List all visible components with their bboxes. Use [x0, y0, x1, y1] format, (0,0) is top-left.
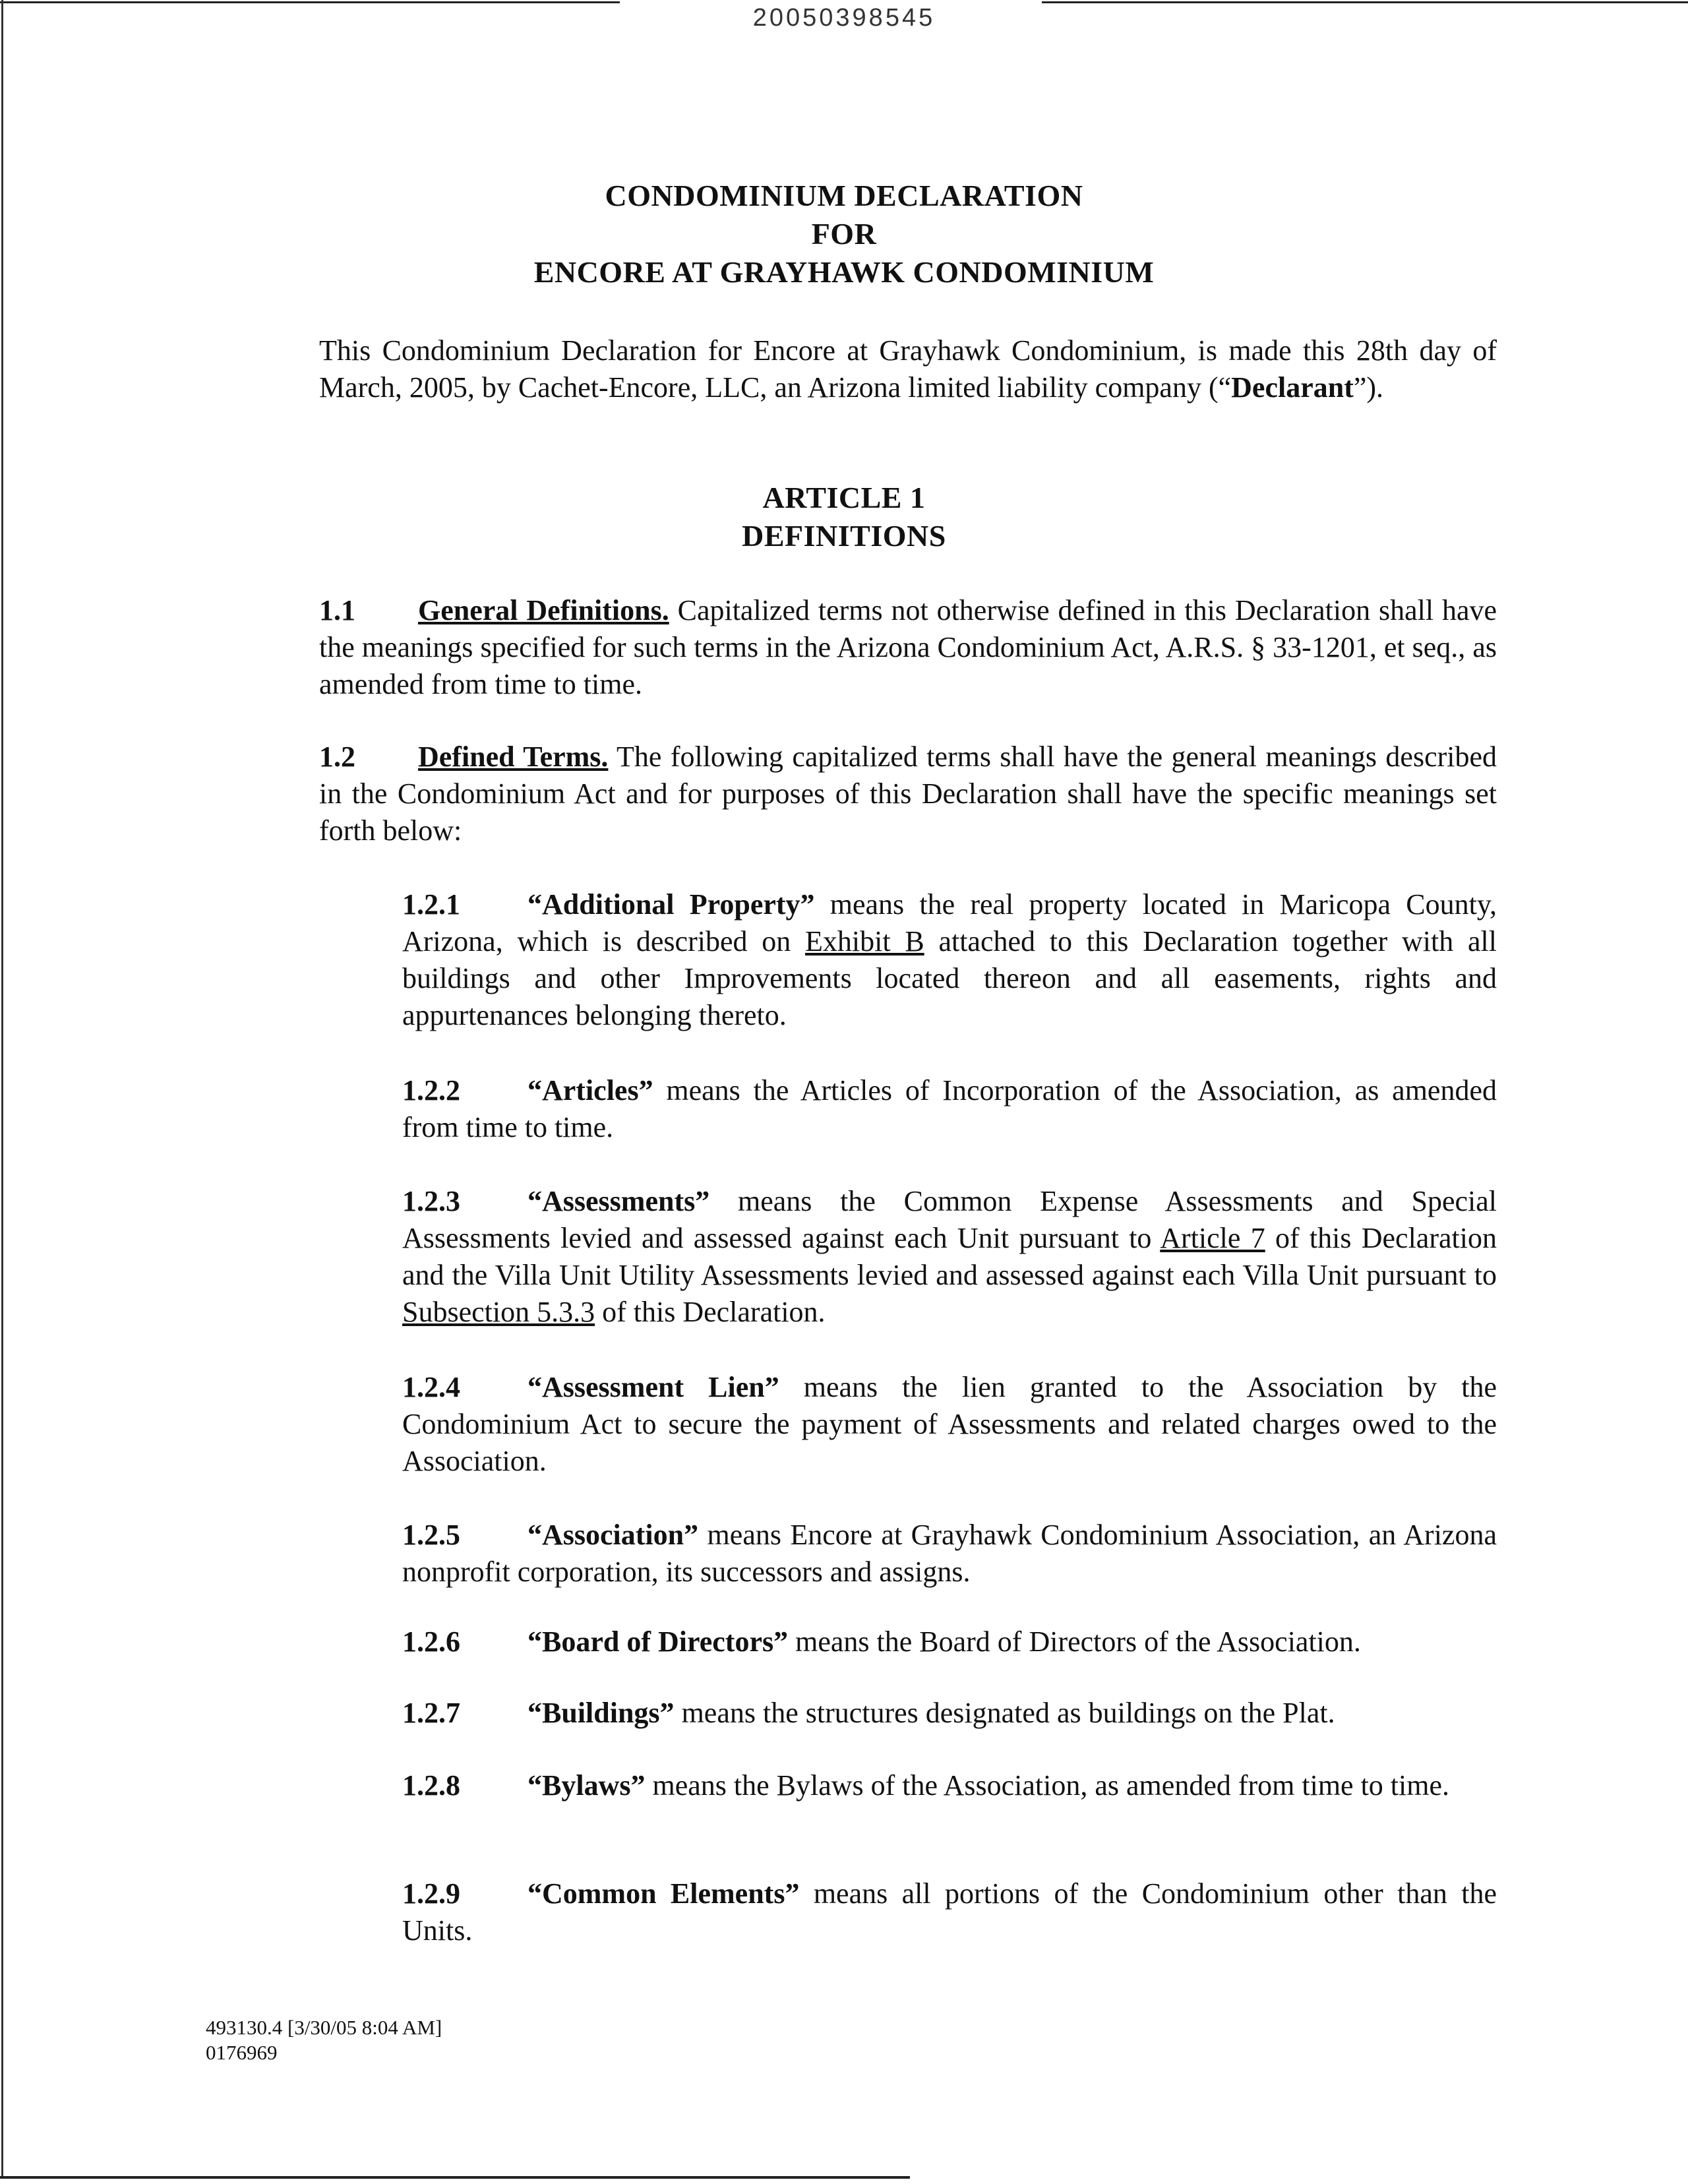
footer-file-number: 0176969 — [206, 2041, 278, 2064]
footer-doc-id: 493130.4 [3/30/05 8:04 AM] — [206, 2016, 442, 2039]
definition-number: 1.2.1 — [402, 888, 460, 921]
exhibit-b-reference: Exhibit B — [805, 925, 924, 957]
recording-number: 20050398545 — [752, 4, 936, 32]
definition-number: 1.2.3 — [402, 1185, 460, 1217]
section-heading: General Definitions. — [418, 594, 669, 626]
section-1-2 — [206, 739, 1497, 849]
definition-number: 1.2.7 — [402, 1697, 460, 1729]
definition-1-2-2 — [206, 1072, 1497, 1146]
defined-term: “Articles” — [528, 1074, 653, 1107]
definition-1-2-4 — [206, 1369, 1497, 1480]
scan-border-top-right — [1042, 1, 1688, 3]
definition-text-mid: of this Declaration and the Villa Unit Utility Assessments levied and assessed against each Villa Unit pursuant to — [402, 1222, 1497, 1291]
defined-term: “Assessments” — [528, 1185, 710, 1217]
definition-text: means the Bylaws of the Association, as amended from time to time. — [645, 1769, 1450, 1802]
scan-border-bottom — [0, 2176, 910, 2179]
definition-1-2-9 — [206, 1875, 1497, 1949]
section-heading: Defined Terms. — [418, 741, 609, 773]
document-title-line-2: FOR — [811, 217, 877, 251]
section-number: 1.1 — [319, 594, 355, 626]
defined-term: “Buildings” — [528, 1697, 675, 1729]
article-title: DEFINITIONS — [742, 519, 946, 553]
definition-text: means the Common Expense Assessments and Special Assessments levied and assessed against each Unit pursuant to — [402, 1185, 1497, 1254]
definition-text: means the real property located in Maricopa County, Arizona, which is described on — [402, 888, 1497, 957]
definition-1-2-6 — [206, 1623, 1497, 1660]
defined-term: “Association” — [528, 1519, 699, 1551]
definition-number: 1.2.9 — [402, 1877, 460, 1910]
scan-border-left — [1, 0, 3, 2176]
definition-number: 1.2.4 — [402, 1371, 460, 1403]
definition-text: means the Articles of Incorporation of the Association, as amended from time to time. — [402, 1074, 1497, 1143]
definition-1-2-7 — [206, 1695, 1497, 1732]
document-title-line-1: CONDOMINIUM DECLARATION — [605, 179, 1083, 212]
definition-text: means all portions of the Condominium other than the Units. — [402, 1877, 1497, 1947]
definition-1-2-5 — [206, 1517, 1497, 1591]
declarant-term: Declarant — [1231, 371, 1354, 404]
definition-text: means the lien granted to the Association by the Condominium Act to secure the payment of Assessments and related charges owed to the Association. — [402, 1371, 1497, 1477]
section-text: Capitalized terms not otherwise defined in this Declaration shall have the meanings specified for such terms in the Arizona Condominium Act, A.R.S. § 33-1201, et seq., as amended from time to time. — [319, 594, 1497, 700]
document-footer — [206, 2015, 442, 2065]
defined-term: “Board of Directors” — [528, 1625, 789, 1658]
definition-1-2-8 — [206, 1767, 1497, 1804]
intro-text-end: ”). — [1353, 371, 1384, 404]
definition-text: means Encore at Grayhawk Condominium Association, an Arizona nonprofit corporation, its successors and assigns. — [402, 1519, 1497, 1588]
section-number: 1.2 — [319, 741, 355, 773]
section-text: The following capitalized terms shall have the general meanings described in the Condominium Act and for purposes of this Declaration shall have the specific meanings set forth below: — [319, 741, 1497, 847]
subsection-5-3-3-reference: Subsection 5.3.3 — [402, 1296, 595, 1328]
section-1-1 — [206, 592, 1497, 703]
definition-number: 1.2.6 — [402, 1625, 460, 1658]
definition-1-2-3 — [206, 1183, 1497, 1331]
definition-1-2-1 — [206, 886, 1497, 1034]
definition-number: 1.2.5 — [402, 1519, 460, 1551]
definition-text: means the structures designated as buildings on the Plat. — [674, 1697, 1335, 1729]
definition-number: 1.2.2 — [402, 1074, 460, 1107]
defined-term: “Assessment Lien” — [528, 1371, 779, 1403]
defined-term: “Common Elements” — [528, 1877, 800, 1910]
defined-term: “Bylaws” — [528, 1769, 646, 1802]
article-number: ARTICLE 1 — [762, 481, 926, 514]
scan-border-top — [0, 1, 620, 3]
definition-text: means the Board of Directors of the Association. — [788, 1625, 1361, 1658]
intro-paragraph — [206, 332, 1497, 406]
definition-text-end: attached to this Declaration together with all buildings and other Improvements located thereon and all easements, rights and appurtenances belonging thereto. — [402, 925, 1497, 1031]
article-7-reference: Article 7 — [1160, 1222, 1265, 1254]
definition-number: 1.2.8 — [402, 1769, 460, 1802]
document-title-line-3: ENCORE AT GRAYHAWK CONDOMINIUM — [533, 255, 1155, 289]
definition-text-end: of this Declaration. — [595, 1296, 826, 1328]
intro-text: This Condominium Declaration for Encore at Grayhawk Condominium, is made this 28th day of March, 2005, by Cachet-Encore, LLC, an Arizona limited liability company (“ — [319, 334, 1497, 404]
defined-term: “Additional Property” — [528, 888, 815, 921]
